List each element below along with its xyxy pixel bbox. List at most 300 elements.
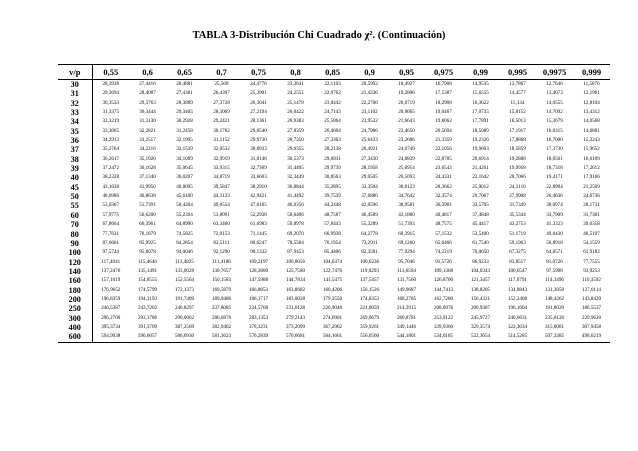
table-cell: 56,6200 xyxy=(139,211,156,218)
table-cell: 104,0343 xyxy=(470,267,491,274)
table-cell: 24,4776 xyxy=(250,81,267,87)
table-cell: 13,4073 xyxy=(546,90,563,97)
table-cell: 18,4927 xyxy=(398,81,415,87)
degrees-of-freedom-cell: 40 xyxy=(58,173,92,182)
table-cell: 85,4406 xyxy=(324,249,341,256)
probability-header: 0,9 xyxy=(351,65,388,80)
table-cell: 26,4604 xyxy=(324,127,341,134)
table-cell: 564,1661 xyxy=(314,332,351,342)
table-cell: 229,9620 xyxy=(581,314,602,321)
table-cell: 329,3574 xyxy=(470,323,491,330)
table-cell: 15,3243 xyxy=(583,137,600,144)
table-cell: 133,0028 xyxy=(174,267,195,274)
table-cell: 154,8555 xyxy=(137,277,158,284)
table-cell: 27,3430 xyxy=(361,155,378,162)
table-cell: 80,6247 xyxy=(250,239,267,246)
table-cell: 54,1559 xyxy=(583,239,600,246)
table-cell: 12,1961 xyxy=(583,90,600,97)
table-cell: 32,7369 xyxy=(250,165,267,172)
table-cell: 30,2928 xyxy=(176,118,193,125)
table-cell: 24,4331 xyxy=(435,174,452,181)
probability-header: 0,99 xyxy=(462,65,499,80)
table-cell: 21,4336 xyxy=(361,90,378,97)
table-cell: 147,5988 xyxy=(248,277,269,284)
table-cell: 39,5847 xyxy=(213,183,230,190)
table-cell: 21,3359 xyxy=(435,137,452,144)
table-cell: 20,8665 xyxy=(398,109,415,116)
table-cell: 24,6736 xyxy=(583,193,600,200)
table-cell: 174,8353 xyxy=(359,295,380,302)
table-cell: 39,0358 xyxy=(583,221,600,228)
table-cell: 169,5879 xyxy=(211,286,232,293)
table-row xyxy=(58,136,610,145)
table-cell: 246,5387 xyxy=(101,305,121,312)
table-cell: 114,3496 xyxy=(545,277,564,284)
table-cell: 28,2138 xyxy=(324,146,341,153)
table-row xyxy=(58,220,610,229)
table-cell: 31,4405 xyxy=(287,165,304,172)
table-cell: 48,0986 xyxy=(102,193,120,200)
table-cell: 17,8868 xyxy=(509,137,526,144)
table-cell: 144,7413 xyxy=(433,286,454,293)
table-cell: 35,2764 xyxy=(102,146,120,153)
table-cell: 95,8078 xyxy=(139,249,156,256)
degrees-of-freedom-cell: 100 xyxy=(58,248,92,257)
table-cell: 87,6661 xyxy=(102,239,120,246)
table-cell: 44,3133 xyxy=(213,193,230,200)
table-cell: 253,9122 xyxy=(433,314,454,321)
table-cell: 29,9739 xyxy=(324,165,341,172)
degrees-of-freedom-cell: 50 xyxy=(58,192,92,201)
table-cell: 208,0978 xyxy=(433,305,454,312)
table-cell: 32,9919 xyxy=(213,155,230,162)
probability-header: 0,55 xyxy=(92,65,129,80)
degrees-of-freedom-cell: 250 xyxy=(58,304,92,313)
table-cell: 20,6914 xyxy=(472,155,489,162)
table-cell: 63,3460 xyxy=(213,221,230,228)
table-cell: 37,2472 xyxy=(102,165,120,172)
table-cell: 231,0128 xyxy=(285,305,306,312)
table-row xyxy=(58,314,610,323)
table-cell: 25,1478 xyxy=(287,99,304,106)
table-cell: 50,6406 xyxy=(287,211,304,218)
table-cell: 25,6954 xyxy=(398,165,415,172)
table-cell: 152,2408 xyxy=(507,295,528,302)
table-cell: 43,1638 xyxy=(102,183,120,190)
table-cell: 111,4186 xyxy=(212,258,231,265)
table-cell: 28,3069 xyxy=(213,109,230,116)
table-cell: 22,4650 xyxy=(398,127,415,134)
table-cell: 191,8020 xyxy=(544,305,565,312)
degrees-of-freedom-cell: 400 xyxy=(58,323,92,332)
table-cell: 26,4636 xyxy=(546,193,563,200)
table-cell: 235,8126 xyxy=(544,314,565,321)
table-cell: 126,8700 xyxy=(433,277,454,284)
table-cell: 22,2706 xyxy=(361,99,378,106)
table-cell: 26,4881 xyxy=(176,81,193,87)
table-cell: 16,0315 xyxy=(546,127,563,134)
table-row xyxy=(58,304,610,313)
table-cell: 31,1152 xyxy=(213,137,230,144)
table-cell: 387,2569 xyxy=(174,323,195,330)
table-cell: 47,6105 xyxy=(250,202,267,209)
table-cell: 30,3444 xyxy=(139,109,156,116)
table-cell: 115,4646 xyxy=(138,258,157,265)
table-cell: 43,1880 xyxy=(398,211,415,218)
table-cell: 18,5089 xyxy=(472,127,489,134)
table-cell: 29,3405 xyxy=(176,109,193,116)
degrees-of-freedom-cell: 300 xyxy=(58,314,92,323)
table-cell: 586,0930 xyxy=(166,332,203,342)
table-cell: 21,4261 xyxy=(472,165,489,172)
table-cell: 83,8517 xyxy=(509,258,526,265)
table-cell: 23,3641 xyxy=(287,81,304,87)
table-cell: 35,1920 xyxy=(139,155,156,162)
table-cell: 25,3901 xyxy=(250,90,267,97)
table-cell: 104,0374 xyxy=(322,258,343,265)
table-cell: 49,0554 xyxy=(213,202,230,209)
table-cell: 57,9775 xyxy=(102,211,120,218)
corner-header: v/p xyxy=(58,65,92,80)
table-cell: 28,3938 xyxy=(102,81,120,87)
degrees-of-freedom-cell: 31 xyxy=(58,89,92,98)
table-cell: 34,1089 xyxy=(176,155,193,162)
table-cell: 44,2448 xyxy=(324,202,341,209)
table-cell: 97,5908 xyxy=(546,267,563,274)
table-cell: 17,0735 xyxy=(472,109,489,116)
table-cell: 34,7642 xyxy=(398,193,415,200)
table-cell: 100,6236 xyxy=(359,258,380,265)
table-cell: 69,2070 xyxy=(287,230,304,237)
page-title: TABLA 3-Distribución Chi Cuadrado χ². (Continuación) xyxy=(192,30,446,41)
table-cell: 156,1526 xyxy=(359,286,380,293)
degrees-of-freedom-cell: 600 xyxy=(58,332,92,342)
table-cell: 23,8442 xyxy=(324,99,341,106)
table-cell: 36,0207 xyxy=(176,174,193,181)
chi-square-table-container xyxy=(58,64,610,343)
table-row xyxy=(58,258,610,267)
table-cell: 21,2509 xyxy=(583,183,600,190)
table-cell: 29,0931 xyxy=(324,155,341,162)
table-cell: 74,5825 xyxy=(176,230,193,237)
table-cell: 30,3533 xyxy=(102,99,120,106)
table-cell: 322,3034 xyxy=(507,323,528,330)
table-cell: 94,0046 xyxy=(176,249,193,256)
table-cell: 141,5475 xyxy=(322,277,343,284)
table-cell: 38,2910 xyxy=(250,183,267,190)
table-row xyxy=(58,248,610,257)
table-cell: 39,7539 xyxy=(324,193,341,200)
table-cell: 221,8059 xyxy=(359,305,380,312)
table-cell: 33,1539 xyxy=(176,146,193,153)
table-row xyxy=(58,164,610,173)
table-cell: 234,5768 xyxy=(248,305,269,312)
table-cell: 156,4321 xyxy=(470,295,491,302)
table-cell: 172,1373 xyxy=(174,286,195,293)
table-cell: 24,7143 xyxy=(324,109,341,116)
table-cell: 97,5744 xyxy=(102,249,120,256)
table-cell: 18,5859 xyxy=(509,146,526,153)
table-cell: 24,0749 xyxy=(398,146,415,153)
table-cell: 148,4262 xyxy=(544,295,565,302)
table-cell: 14,9535 xyxy=(472,81,489,87)
table-cell: 373,2099 xyxy=(285,323,306,330)
table-cell: 23,6543 xyxy=(435,165,452,172)
table-cell: 507,3385 xyxy=(536,332,573,342)
table-cell: 17,7891 xyxy=(472,118,489,125)
table-cell: 33,3065 xyxy=(102,127,120,134)
table-cell: 38,9581 xyxy=(398,202,415,209)
table-cell: 293,1786 xyxy=(137,314,158,321)
table-header-row xyxy=(58,65,610,80)
degrees-of-freedom-cell: 45 xyxy=(58,183,92,192)
table-cell: 28,3889 xyxy=(176,99,193,106)
table-cell: 40,4817 xyxy=(435,211,452,218)
table-cell: 37,1340 xyxy=(139,174,156,181)
table-cell: 17,9166 xyxy=(583,174,600,181)
table-cell: 186,5537 xyxy=(581,305,602,312)
table-cell: 226,9048 xyxy=(322,305,343,312)
table-cell: 41,9950 xyxy=(139,183,156,190)
table-cell: 73,2911 xyxy=(361,239,378,246)
table-cell: 196,8359 xyxy=(101,295,121,302)
table-row xyxy=(58,80,610,90)
probability-header: 0,8 xyxy=(277,65,314,80)
table-cell: 30,6123 xyxy=(398,183,415,190)
table-cell: 279,2143 xyxy=(285,314,306,321)
table-cell: 29,3694 xyxy=(102,90,120,97)
table-cell: 32,3449 xyxy=(287,174,304,181)
table-cell: 22,8785 xyxy=(435,155,452,162)
table-cell: 32,3574 xyxy=(435,193,452,200)
probability-header: 0,6 xyxy=(129,65,166,80)
table-row xyxy=(58,267,610,276)
table-cell: 214,3915 xyxy=(396,305,417,312)
table-row xyxy=(58,201,610,210)
table-row xyxy=(58,239,610,248)
table-cell: 514,5285 xyxy=(499,332,536,342)
table-cell: 38,2328 xyxy=(102,174,120,181)
table-cell: 35,5344 xyxy=(509,211,526,218)
table-cell: 33,5705 xyxy=(472,202,489,209)
table-cell: 45,6100 xyxy=(176,193,193,200)
degrees-of-freedom-cell: 120 xyxy=(58,258,92,267)
probability-header: 0,7 xyxy=(203,65,240,80)
table-cell: 359,9261 xyxy=(359,323,380,330)
table-cell: 14,7092 xyxy=(546,109,563,116)
table-cell: 35,0645 xyxy=(176,165,193,172)
degrees-of-freedom-cell: 35 xyxy=(58,127,92,136)
table-cell: 26,4921 xyxy=(361,146,378,153)
table-cell: 367,2962 xyxy=(322,323,343,330)
table-cell: 53,0367 xyxy=(102,202,120,209)
table-cell: 26,3041 xyxy=(250,99,267,106)
table-row xyxy=(58,173,610,182)
table-cell: 290,0062 xyxy=(174,314,195,321)
table-cell: 498,6219 xyxy=(573,332,610,342)
table-cell: 24,3110 xyxy=(509,183,526,190)
degrees-of-freedom-cell: 34 xyxy=(58,117,92,126)
table-cell: 19,9603 xyxy=(472,146,489,153)
table-cell: 22,1103 xyxy=(324,81,341,87)
table-cell: 41,4492 xyxy=(287,193,304,200)
table-cell: 46,0356 xyxy=(287,202,304,209)
table-cell: 522,3654 xyxy=(462,332,499,342)
table-cell: 57,8443 xyxy=(324,221,341,228)
table-cell: 72,9153 xyxy=(213,230,230,237)
table-cell: 77,9294 xyxy=(398,249,415,256)
table-cell: 28,3662 xyxy=(435,183,452,190)
table-cell: 17,1917 xyxy=(509,127,526,134)
table-cell: 91,5726 xyxy=(435,258,452,265)
table-cell: 31,3130 xyxy=(139,118,156,125)
table-cell: 18,2908 xyxy=(435,99,452,106)
table-cell: 19,2806 xyxy=(398,90,415,97)
table-cell: 138,8205 xyxy=(470,286,491,293)
table-cell: 19,9958 xyxy=(509,165,526,172)
table-cell: 163,8682 xyxy=(285,286,306,293)
table-row xyxy=(58,155,610,164)
table-cell: 36,3981 xyxy=(435,202,452,209)
table-cell: 46,4589 xyxy=(361,211,378,218)
table-cell: 15,134 xyxy=(510,99,525,106)
table-cell: 82,3581 xyxy=(361,249,378,256)
table-cell: 45,4417 xyxy=(472,221,489,228)
table-cell: 85,9925 xyxy=(139,239,156,246)
table-cell: 31,2458 xyxy=(176,127,193,134)
table-cell: 14,0555 xyxy=(546,99,563,106)
table-cell: 56,8918 xyxy=(546,239,563,246)
table-cell: 29,0540 xyxy=(250,127,267,134)
table-cell: 594,9938 xyxy=(92,332,129,342)
table-cell: 42,0596 xyxy=(361,202,378,209)
table-cell: 13,4312 xyxy=(583,109,600,116)
table-cell: 245,9727 xyxy=(470,314,491,321)
table-cell: 19,2888 xyxy=(509,155,526,162)
table-cell: 117,4041 xyxy=(101,258,121,265)
table-cell: 194,3193 xyxy=(137,295,158,302)
table-cell: 196,1604 xyxy=(507,305,528,312)
table-cell: 46,8638 xyxy=(139,193,156,200)
table-cell: 26,9383 xyxy=(287,118,304,125)
table-cell: 286,6878 xyxy=(211,314,232,321)
table-cell: 29,3763 xyxy=(139,99,156,106)
table-cell: 61,6983 xyxy=(250,221,267,228)
degrees-of-freedom-cell: 39 xyxy=(58,164,92,173)
table-cell: 23,2686 xyxy=(398,137,415,144)
table-cell: 12,7646 xyxy=(546,81,563,87)
table-cell: 134,8843 xyxy=(507,286,528,293)
probability-header: 0,9975 xyxy=(536,65,573,80)
table-cell: 26,5093 xyxy=(398,174,415,181)
table-cell: 127,0114 xyxy=(582,286,601,293)
table-cell: 17,2612 xyxy=(583,165,600,172)
table-cell: 30,1782 xyxy=(213,127,230,134)
table-cell: 113,6594 xyxy=(397,267,416,274)
table-cell: 18,7318 xyxy=(546,165,563,172)
table-cell: 570,6681 xyxy=(277,332,314,342)
table-cell: 29,6355 xyxy=(287,146,304,153)
table-cell: 544,1801 xyxy=(388,332,425,342)
table-cell: 15,9652 xyxy=(583,146,600,153)
table-cell: 157,1019 xyxy=(101,277,121,284)
table-cell: 16,7908 xyxy=(435,81,452,87)
chi-square-table xyxy=(58,64,610,343)
table-cell: 87,9453 xyxy=(287,249,304,256)
table-cell: 31,8146 xyxy=(250,155,267,162)
table-cell: 100,6547 xyxy=(507,267,528,274)
table-cell: 128,3800 xyxy=(248,267,269,274)
table-cell: 16,3622 xyxy=(472,99,489,106)
table-cell: 378,3231 xyxy=(248,323,269,330)
table-cell: 176,9652 xyxy=(101,286,121,293)
table-cell: 66,3961 xyxy=(139,221,156,228)
degrees-of-freedom-cell: 90 xyxy=(58,239,92,248)
table-cell: 42,9421 xyxy=(250,193,267,200)
table-cell: 20,7066 xyxy=(509,174,526,181)
table-cell: 32,1995 xyxy=(176,137,193,144)
table-cell: 27,2194 xyxy=(250,109,267,116)
table-cell: 52,2938 xyxy=(250,211,267,218)
table-row xyxy=(58,145,610,154)
table-cell: 122,7476 xyxy=(322,267,343,274)
table-cell: 24,2551 xyxy=(287,90,304,97)
table-cell: 59,8978 xyxy=(287,221,304,228)
table-cell: 382,9462 xyxy=(211,323,232,330)
table-cell: 16,7000 xyxy=(546,137,563,144)
degrees-of-freedom-cell: 30 xyxy=(58,80,92,90)
table-cell: 93,9253 xyxy=(583,267,600,274)
table-cell: 33,9315 xyxy=(213,165,230,172)
degrees-of-freedom-cell: 33 xyxy=(58,108,92,117)
table-cell: 17,5387 xyxy=(435,90,452,97)
table-cell: 28,7350 xyxy=(287,137,304,144)
table-cell: 70,0650 xyxy=(472,249,489,256)
table-row xyxy=(58,276,610,285)
table-cell: 576,2839 xyxy=(240,332,277,342)
table-cell: 29,0505 xyxy=(361,174,378,181)
table-cell: 28,1731 xyxy=(583,202,600,209)
table-cell: 200,9387 xyxy=(470,305,491,312)
table-cell: 19,4171 xyxy=(546,174,563,181)
table-cell: 307,9458 xyxy=(581,323,602,330)
table-cell: 14,4577 xyxy=(509,90,526,97)
table-cell: 28,1958 xyxy=(361,165,378,172)
table-cell: 50,4204 xyxy=(176,202,193,209)
table-cell: 19,8062 xyxy=(435,118,452,125)
table-cell: 60,3915 xyxy=(398,230,415,237)
degrees-of-freedom-cell: 38 xyxy=(58,155,92,164)
table-cell: 174,5799 xyxy=(137,286,158,293)
table-cell: 32,2821 xyxy=(139,127,156,134)
degrees-of-freedom-cell: 60 xyxy=(58,211,92,220)
table-cell: 125,7580 xyxy=(285,267,306,274)
table-row xyxy=(58,332,610,342)
table-cell: 77,7555 xyxy=(583,258,600,265)
degrees-of-freedom-cell: 32 xyxy=(58,99,92,108)
table-cell: 590,6057 xyxy=(129,332,166,342)
degrees-of-freedom-cell: 160 xyxy=(58,276,92,285)
table-cell: 95,7046 xyxy=(398,258,415,265)
table-cell: 69,1260 xyxy=(398,239,415,246)
table-row xyxy=(58,99,610,108)
table-row xyxy=(58,117,610,126)
table-cell: 25,6433 xyxy=(361,137,378,144)
table-cell: 43,2753 xyxy=(509,221,526,228)
table-cell: 33,7909 xyxy=(546,211,563,218)
table-cell: 395,3734 xyxy=(101,323,121,330)
table-cell: 53,5400 xyxy=(472,230,489,237)
